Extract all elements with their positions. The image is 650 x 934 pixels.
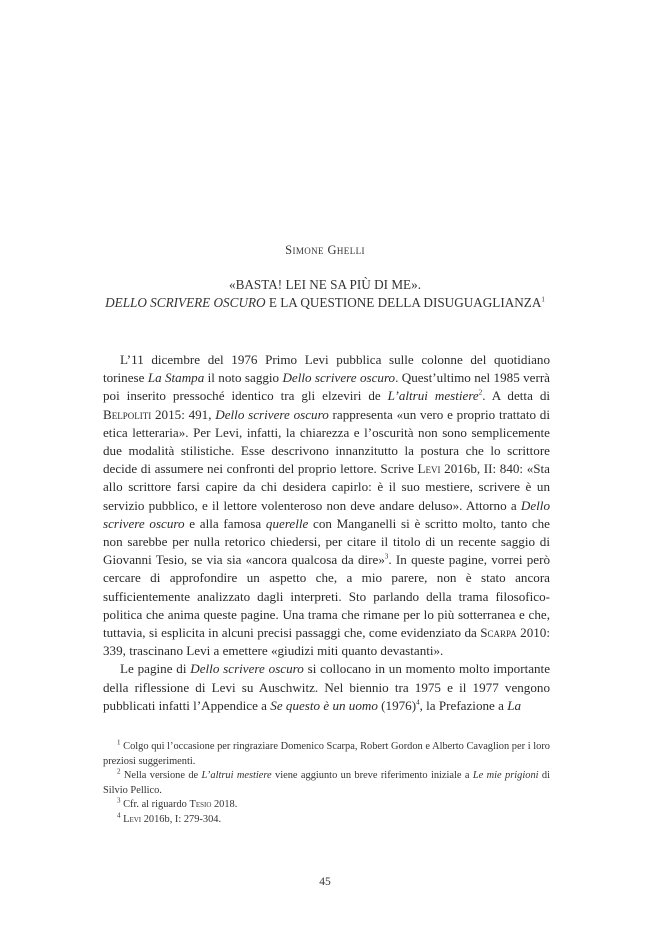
text-run: . Quest’ultimo nel 1985 verrà poi inserito pressoché identico tra gli elzeviri de [103, 370, 550, 404]
footnote-ref: 1 [541, 295, 545, 304]
italic-run: L’altrui mestiere [387, 388, 479, 404]
title-italic-part: DELLO SCRIVERE OSCURO [105, 295, 266, 310]
author-name: Simone Ghelli [285, 243, 365, 257]
title-rest-part: E LA QUESTIONE DELLA DISUGUAGLIANZA [265, 295, 542, 310]
text-run: 2010: 339, trascinano Levi a emettere «giudizi miti quanto devastanti». [103, 625, 550, 659]
article-body [103, 351, 550, 715]
text-run: Le pagine di [120, 661, 191, 677]
footnote-4 [103, 813, 550, 828]
text-run: il noto saggio [204, 370, 283, 386]
smallcaps-run: Levi [417, 461, 441, 477]
footnote-number: 1 [117, 738, 121, 747]
text-run: di Silvio Pellico. [103, 770, 550, 796]
paragraph-1 [103, 351, 550, 660]
footnote-ref: 4 [416, 698, 420, 707]
title-line-1: «BASTA! LEI NE SA PIÙ DI ME». [229, 277, 421, 292]
smallcaps-run: Tesio [189, 799, 212, 811]
text-run: rappresenta «un vero e proprio trattato di etica letteraria». Per Levi, infatti, la chiarezza e l’oscurità non sono semplicemente due modalità stilistiche. Esse descrivono innanzitutto la postura che lo scrittore decide di assumere nei confronti del proprio lettore. Scrive [103, 406, 550, 477]
footnote-2 [103, 769, 550, 798]
italic-run: Se questo è un uomo [270, 697, 378, 713]
text-run: Colgo qui l’occasione per ringraziare Domenico Scarpa, Robert Gordon e Alberto Cavaglion per i loro preziosi suggerimenti. [103, 741, 550, 767]
footnote-number: 3 [117, 796, 121, 805]
smallcaps-run: Scarpa [480, 625, 517, 641]
title-line-2 [40, 294, 610, 312]
text-run: 2016b, II: 840: «Sta allo scrittore farsi capire da chi desidera capirlo: è il suo mestiere, scrivere è un servizio pubblico, e il lettore volenteroso non deve andare deluso». Attorno a [103, 461, 550, 513]
footnotes [103, 740, 550, 828]
italic-run: Le mie prigioni [472, 770, 539, 782]
italic-run: Dello scrivere oscuro [215, 406, 329, 422]
footnote-3 [103, 798, 550, 813]
text-run: si collocano in un momento molto importante della riflessione di Levi su Auschwitz. Nel biennio tra 1975 e il 1977 vengono pubblicati infatti l’Appendice a [103, 661, 551, 713]
text-run: (1976) [377, 697, 417, 713]
text-run: , la Prefazione a [419, 697, 508, 713]
italic-run: Dello scrivere oscuro [103, 497, 550, 531]
italic-run: Dello scrivere oscuro [282, 370, 396, 386]
text-run: Cfr. al riguardo [120, 799, 190, 811]
italic-run: La Stampa [147, 370, 205, 386]
text-run: 2018. [211, 799, 238, 811]
footnote-1 [103, 740, 550, 769]
text-run: e alla famosa [184, 515, 266, 531]
text-run: 2015: 491, [151, 406, 216, 422]
article-title [40, 276, 610, 312]
text-run: 2016b, I: 279-304. [141, 813, 222, 825]
text-run: Nella versione de [120, 770, 202, 782]
text-run: con Manganelli si è scritto molto, tanto che non sarebbe per nulla retorico chiedersi, per citare il titolo di un recente saggio di Giovanni Tesio, se via sia «ancora qualcosa da dire» [103, 515, 550, 568]
footnote-ref: 2 [478, 389, 483, 398]
footnote-ref: 3 [384, 552, 389, 561]
footnote-number: 4 [117, 811, 121, 820]
italic-run: La [507, 697, 522, 713]
footnote-number: 2 [117, 767, 121, 776]
paragraph-2 [103, 660, 550, 715]
text-run: L’11 dicembre del 1976 Primo Levi pubblica sulle colonne del quotidiano torinese [103, 352, 550, 386]
text-run: . A detta di [482, 388, 551, 404]
page-number: 45 [319, 876, 331, 888]
text-run: viene aggiunto un breve riferimento iniziale a [271, 770, 473, 782]
italic-run: querelle [265, 515, 309, 531]
italic-run: Dello scrivere oscuro [190, 661, 304, 677]
italic-run: L’altrui mestiere [201, 770, 272, 782]
smallcaps-run: Belpoliti [103, 406, 152, 422]
text-run: . In queste pagine, vorrei però cercare di approfondire un aspetto che, a mio parere, non è stato ancora sufficientemente analizzato dagli interpreti. Sto parlando della trama filosofico-politica che anima queste pagine. Una trama che rimane per lo più sotterranea e che, tuttavia, si esplicita in alcuni precisi passaggi che, come evidenziato da [103, 552, 550, 641]
smallcaps-run: Levi [123, 813, 142, 825]
